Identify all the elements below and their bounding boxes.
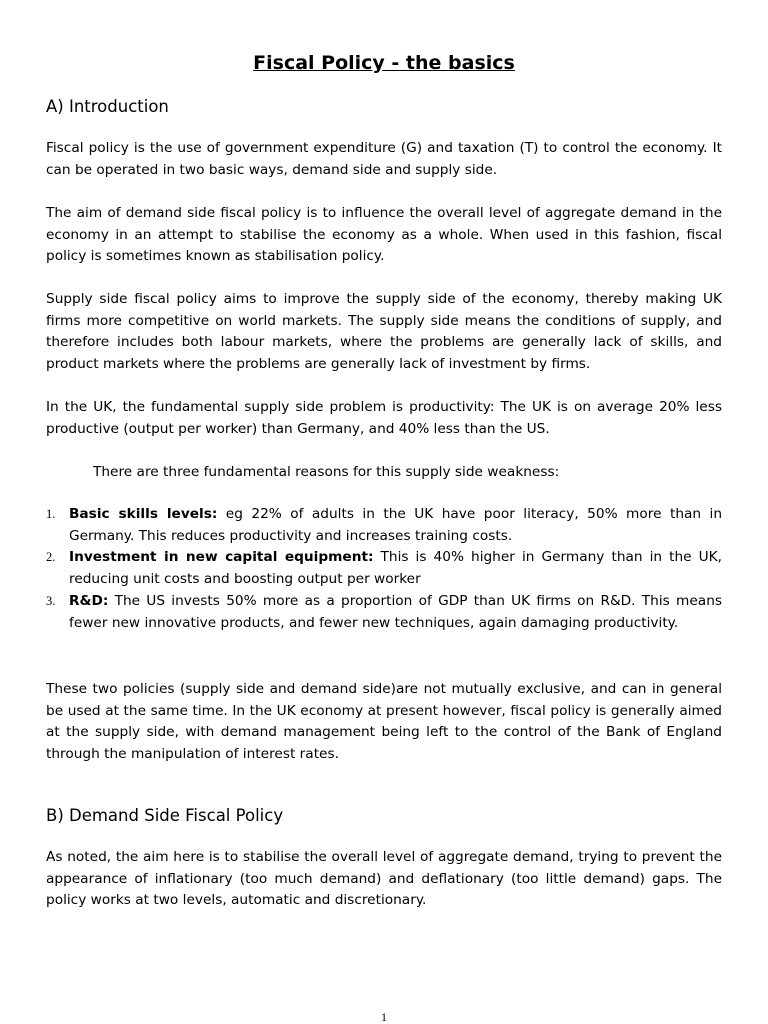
intro-paragraph-1: Fiscal policy is the use of government expenditure (G) and taxation (T) to control the economy. It can be operated in two basic ways, demand side and supply side.: [46, 140, 722, 178]
page-number: 1: [381, 1010, 387, 1024]
reasons-list: [46, 504, 722, 634]
document-title: Fiscal Policy - the basics: [253, 52, 515, 74]
intro-paragraph-4: In the UK, the fundamental supply side problem is productivity: The UK is on average 20% less productive (output per worker) than Germany, and 40% less than the US.: [46, 399, 722, 437]
reason-text: The US invests 50% more as a proportion of GDP than UK firms on R&D. This means fewer new innovative products, and fewer new techniques, again damaging productivity.: [69, 592, 722, 631]
intro-paragraph-3: Supply side fiscal policy aims to improve the supply side of the economy, thereby making UK firms more competitive on world markets. The supply side means the conditions of supply, and therefore includes both labour markets, where the problems are generally lack of skills, and product markets where the problems are generally lack of investment by firms.: [46, 291, 722, 373]
reason-text: This is 40% higher in Germany than in the UK, reducing unit costs and boosting output per worker: [69, 549, 722, 588]
list-number: 1.: [46, 507, 56, 521]
intro-paragraph-2: The aim of demand side fiscal policy is to influence the overall level of aggregate demand in the economy in an attempt to stabilise the economy as a whole. When used in this fashion, fiscal policy is sometimes known as stabilisation policy.: [46, 205, 722, 265]
reason-item: [46, 591, 722, 634]
reason-text: eg 22% of adults in the UK have poor literacy, 50% more than in Germany. This reduces productivity and increases training costs.: [69, 506, 722, 544]
reason-label: Investment in new capital equipment:: [69, 549, 374, 566]
list-number: 3.: [46, 593, 56, 608]
reason-item: [46, 547, 722, 590]
list-number: 2.: [46, 550, 56, 565]
demand-side-paragraph-1: As noted, the aim here is to stabilise the overall level of aggregate demand, trying to prevent the appearance of inflationary (too much demand) and deflationary (too little demand) gaps. The policy works at two levels, automatic and discretionary.: [46, 849, 722, 909]
reason-label: Basic skills levels:: [69, 506, 218, 522]
reason-item: [46, 504, 722, 547]
section-heading-introduction: A) Introduction: [46, 97, 169, 116]
reason-label: R&D:: [69, 592, 109, 609]
section-heading-demand-side: B) Demand Side Fiscal Policy: [46, 806, 284, 825]
intro-closing-paragraph: These two policies (supply side and demand side)are not mutually exclusive, and can in general be used at the same time. In the UK economy at present however, fiscal policy is generally aimed at the supply side, with demand management being left to the control of the Bank of England through the manipulation of interest rates.: [46, 681, 722, 763]
reasons-intro: There are three fundamental reasons for this supply side weakness:: [93, 464, 560, 480]
